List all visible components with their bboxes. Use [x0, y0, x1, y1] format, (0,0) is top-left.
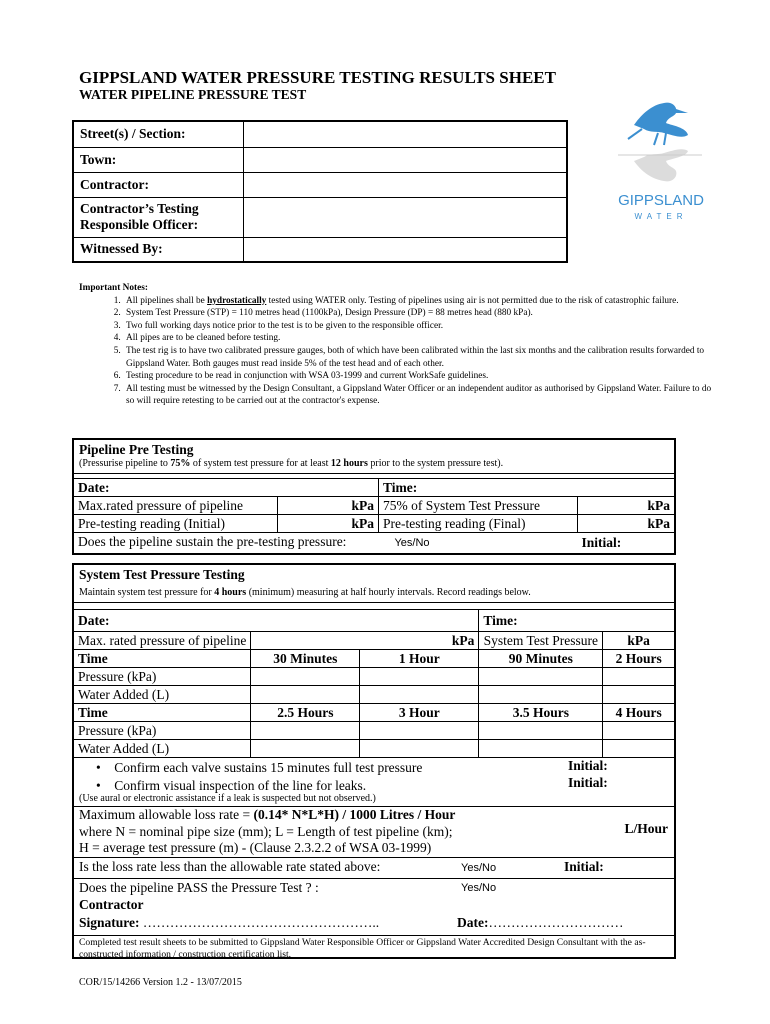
- time-col-90min: 90 Minutes: [479, 650, 603, 668]
- pressure-cell[interactable]: [251, 722, 360, 740]
- water-cell[interactable]: [251, 740, 360, 758]
- svg-text:WATER: WATER: [634, 212, 688, 221]
- max-rated-field[interactable]: kPa: [278, 497, 379, 515]
- time-col-1hour: 1 Hour: [360, 650, 479, 668]
- loss-less-row: [74, 858, 674, 879]
- page-title: GIPPSLAND WATER PRESSURE TESTING RESULTS SHEET: [79, 68, 556, 87]
- street-field[interactable]: [244, 121, 568, 147]
- water-cell[interactable]: [479, 686, 603, 704]
- stp-label: System Test Pressure: [479, 632, 603, 650]
- max-rated-label: Max.rated pressure of pipeline: [74, 497, 278, 515]
- signature-field[interactable]: ……………………………………………..: [139, 915, 380, 930]
- pressure-cell[interactable]: [603, 722, 674, 740]
- pre-date-label[interactable]: Date:: [74, 479, 379, 497]
- pre-initial-field[interactable]: kPa: [278, 515, 379, 533]
- loss-rate-block: [74, 807, 674, 858]
- pre-testing-instructions: (Pressurise pipeline to 75% of system test pressure for at least 12 hours prior to the system pressure test).: [79, 458, 504, 469]
- water-cell[interactable]: [360, 740, 479, 758]
- pressure-cell[interactable]: [479, 668, 603, 686]
- loss-rate-where: where N = nominal pipe size (mm); L = Length of test pipeline (km);: [79, 823, 453, 839]
- sig-date[interactable]: Date:…………………………: [457, 915, 624, 930]
- system-test-title: System Test Pressure Testing: [79, 567, 245, 582]
- pre-testing-table: [74, 478, 674, 552]
- pre-time-label[interactable]: Time:: [379, 479, 675, 497]
- signature-row: Signature: …………………………………………….. Date:…………………………: [74, 915, 674, 936]
- site-info-table: [72, 120, 568, 263]
- time-col-3hour: 3 Hour: [360, 704, 479, 722]
- pre-initial-label: Pre-testing reading (Initial): [74, 515, 278, 533]
- time-label-1: Time: [74, 650, 251, 668]
- loss-less-initial[interactable]: Initial:: [564, 859, 604, 874]
- aural-note: (Use aural or electronic assistance if a leak is suspected but not observed.): [79, 793, 376, 804]
- town-label: Town:: [73, 147, 244, 172]
- note-item: 4. All pipes are to be cleaned before testing.: [123, 332, 719, 345]
- pressure-cell[interactable]: [251, 668, 360, 686]
- sys-time-label[interactable]: Time:: [479, 610, 674, 632]
- time-col-30min: 30 Minutes: [251, 650, 360, 668]
- sys-max-rated-field[interactable]: kPa: [251, 632, 479, 650]
- pressure-cell[interactable]: [603, 668, 674, 686]
- witnessed-field[interactable]: [244, 237, 568, 262]
- pressure-cell[interactable]: [360, 722, 479, 740]
- sustain-row: Does the pipeline sustain the pre-testing pressure: Yes/No: [74, 533, 578, 553]
- time-col-2hours: 2 Hours: [603, 650, 674, 668]
- initial-inspection[interactable]: Initial:: [568, 775, 608, 790]
- note-item: 3. Two full working days notice prior to the test is to be given to the responsible officer.: [123, 320, 719, 333]
- loss-rate-h: H = average test pressure (m) - (Clause 2.3.2.2 of WSA 03-1999): [79, 840, 432, 855]
- system-test-table: [74, 609, 674, 758]
- note-item: 6. Testing procedure to be read in conjunction with WSA 03-1999 and current WorkSafe guidelines.: [123, 370, 719, 383]
- water-cell[interactable]: [479, 740, 603, 758]
- time-label-2: Time: [74, 704, 251, 722]
- pre-initial-signoff[interactable]: Initial:: [578, 533, 675, 553]
- time-col-3-5hours: 3.5 Hours: [479, 704, 603, 722]
- note-item: 1. All pipelines shall be hydrostatically tested using WATER only. Testing of pipelines using air is not permitted due to the risk of catastrophic failure.: [123, 295, 719, 308]
- sustain-yesno[interactable]: Yes/No: [394, 537, 430, 549]
- note-item: 2. System Test Pressure (STP) = 110 metres head (1100kPa), Design Pressure (DP) = 88 metres head (880 kPa).: [123, 307, 719, 320]
- responsible-officer-field[interactable]: [244, 197, 568, 237]
- note-item: 5. The test rig is to have two calibrated pressure gauges, both of which have been calibrated within the last six months and the calibration results forwarded to Gippsland Water. Both gauges must read inside 5% of the test head and of each other.: [123, 345, 719, 370]
- contractor-field[interactable]: [244, 172, 568, 197]
- footer-version: COR/15/14266 Version 1.2 - 13/07/2015: [79, 977, 242, 988]
- water-cell[interactable]: [603, 686, 674, 704]
- town-field[interactable]: [244, 147, 568, 172]
- water-cell[interactable]: [360, 686, 479, 704]
- svg-text:GIPPSLAND: GIPPSLAND: [618, 192, 704, 209]
- pressure-cell[interactable]: [360, 668, 479, 686]
- confirm-inspection: • Confirm visual inspection of the line for leaks.: [96, 778, 367, 793]
- completed-note: Completed test result sheets to be submitted to Gippsland Water Responsible Officer or Gippsland Water Accredited Design Consultant with the as-constructed information / construction certification list.: [79, 937, 646, 960]
- pre-final-label: Pre-testing reading (Final): [379, 515, 578, 533]
- pressure-label-2: Pressure (kPa): [74, 722, 251, 740]
- pressure-label-1: Pressure (kPa): [74, 668, 251, 686]
- initial-valves[interactable]: Initial:: [568, 758, 608, 773]
- water-cell[interactable]: [603, 740, 674, 758]
- system-test-section: [72, 563, 676, 959]
- pass-label: Does the pipeline PASS the Pressure Test ? :: [79, 880, 319, 895]
- page-subtitle: WATER PIPELINE PRESSURE TEST: [79, 87, 307, 102]
- lhour-field[interactable]: L/Hour: [624, 821, 668, 836]
- confirm-block: [74, 758, 674, 807]
- note-item: 7. All testing must be witnessed by the Design Consultant, a Gippsland Water Officer or an independent auditor as authorised by Gippsland Water. Failure to do so will require retesting to be carried out at the contractor's expense.: [123, 383, 719, 408]
- time-col-2-5hours: 2.5 Hours: [251, 704, 360, 722]
- loss-less-label: Is the loss rate less than the allowable rate stated above:: [79, 859, 381, 874]
- street-label: Street(s) / Section:: [73, 121, 244, 147]
- time-col-4hours: 4 Hours: [603, 704, 674, 722]
- pre-testing-title: Pipeline Pre Testing: [79, 442, 194, 457]
- pct75-label: 75% of System Test Pressure: [379, 497, 578, 515]
- heron-icon: [606, 95, 716, 225]
- contractor-label: Contractor:: [73, 172, 244, 197]
- water-label-2: Water Added (L): [74, 740, 251, 758]
- water-cell[interactable]: [251, 686, 360, 704]
- sys-date-label[interactable]: Date:: [74, 610, 479, 632]
- contractor-sig-label: Contractor: [79, 897, 144, 912]
- sys-max-rated-label: Max. rated pressure of pipeline: [74, 632, 251, 650]
- gippsland-water-logo: [606, 95, 716, 225]
- loss-rate-formula: Maximum allowable loss rate = (0.14* N*L*H) / 1000 Litres / Hour: [79, 807, 456, 822]
- responsible-officer-label: Contractor’s Testing Responsible Officer:: [73, 197, 244, 237]
- system-test-instructions: Maintain system test pressure for 4 hours (minimum) measuring at half hourly intervals. Record readings below.: [79, 587, 531, 598]
- important-notes: [79, 282, 719, 408]
- pass-yesno[interactable]: Yes/No: [461, 882, 497, 894]
- pre-final-field[interactable]: kPa: [578, 515, 675, 533]
- stp-field[interactable]: kPa: [603, 632, 674, 650]
- confirm-valves: • Confirm each valve sustains 15 minutes full test pressure: [96, 760, 423, 775]
- pre-testing-section: [72, 438, 676, 555]
- pass-block: [74, 879, 674, 917]
- loss-less-yesno[interactable]: Yes/No: [461, 862, 497, 874]
- pct75-field[interactable]: kPa: [578, 497, 675, 515]
- notes-heading: Important Notes:: [79, 283, 148, 293]
- witnessed-label: Witnessed By:: [73, 237, 244, 262]
- pressure-cell[interactable]: [479, 722, 603, 740]
- water-label-1: Water Added (L): [74, 686, 251, 704]
